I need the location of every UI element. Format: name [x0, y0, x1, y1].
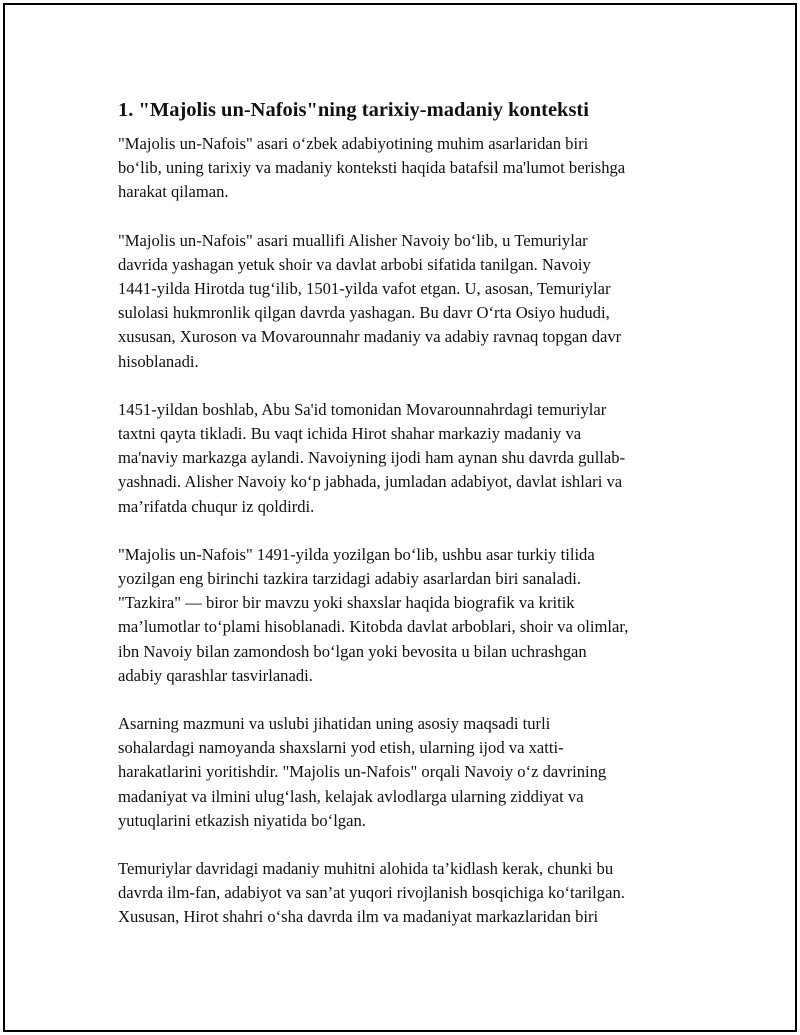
- text-line: ma'naviy markazga aylandi. Navoiyning ijodi ham aynan shu davrda gullab-: [118, 448, 626, 468]
- paragraph-tazkira: [118, 543, 693, 688]
- text-line: bo‘lib, uning tarixiy va madaniy konteksti haqida batafsil ma'lumot berishga: [118, 158, 626, 178]
- text-line: harakat qilaman.: [118, 182, 229, 202]
- text-line: ma’lumotlar to‘plami hisoblanadi. Kitobda davlat arboblari, shoir va olimlar,: [118, 617, 629, 637]
- text-line: Temuriylar davridagi madaniy muhitni alohida ta’kidlash kerak, chunki bu: [118, 859, 614, 879]
- text-line: hisoblanadi.: [118, 351, 199, 371]
- paragraph-history: [118, 398, 693, 519]
- text-line: 1451-yildan boshlab, Abu Sa'id tomonidan Movarounnahrdagi temuriylar: [118, 399, 607, 419]
- text-line: "Majolis un-Nafois" asari muallifi Alisher Navoiy bo‘lib, u Temuriylar: [118, 230, 588, 250]
- text-line: yutuqlarini etkazish niyatida bo‘lgan.: [118, 810, 366, 830]
- document-body: [118, 97, 693, 954]
- text-line: "Majolis un-Nafois" 1491-yilda yozilgan bo‘lib, ushbu asar turkiy tilida: [118, 544, 595, 564]
- document-page: [3, 3, 797, 1032]
- paragraph-intro: [118, 132, 693, 205]
- text-line: davrida yashagan yetuk shoir va davlat arbobi sifatida tanilgan. Navoiy: [118, 254, 591, 274]
- paragraph-timurid-culture: [118, 857, 693, 930]
- text-line: sohalardagi namoyanda shaxslarni yod etish, ularning ijod va xatti-: [118, 738, 564, 758]
- text-line: Asarning mazmuni va uslubi jihatidan uning asosiy maqsadi turli: [118, 714, 551, 734]
- text-line: 1441-yilda Hirotda tug‘ilib, 1501-yilda vafot etgan. U, asosan, Temuriylar: [118, 279, 611, 299]
- text-line: taxtni qayta tikladi. Bu vaqt ichida Hirot shahar markaziy madaniy va: [118, 424, 582, 444]
- section-heading: 1. "Majolis un-Nafois"ning tarixiy-madaniy konteksti: [118, 99, 589, 121]
- text-line: adabiy qarashlar tasvirlanadi.: [118, 665, 313, 685]
- text-line: xususan, Xuroson va Movarounnahr madaniy va adabiy ravnaq topgan davr: [118, 327, 622, 347]
- text-line: harakatlarini yoritishdir. "Majolis un-Nafois" orqali Navoiy o‘z davrining: [118, 762, 607, 782]
- text-line: "Tazkira" — biror bir mavzu yoki shaxslar haqida biografik va kritik: [118, 593, 575, 613]
- paragraph-purpose: [118, 712, 693, 833]
- text-line: yashnadi. Alisher Navoiy ko‘p jabhada, jumladan adabiyot, davlat ishlari va: [118, 472, 623, 492]
- text-line: ibn Navoiy bilan zamondosh bo‘lgan yoki bevosita u bilan uchrashgan: [118, 641, 587, 661]
- text-line: madaniyat va ilmini ulug‘lash, kelajak avlodlarga ularning ziddiyat va: [118, 786, 584, 806]
- paragraph-author: [118, 229, 693, 374]
- text-line: davrda ilm-fan, adabiyot va san’at yuqori rivojlanish bosqichiga ko‘tarilgan.: [118, 883, 625, 903]
- text-line: yozilgan eng birinchi tazkira tarzidagi adabiy asarlardan biri sanaladi.: [118, 569, 582, 589]
- text-line: sulolasi hukmronlik qilgan davrda yashagan. Bu davr O‘rta Osiyo hududi,: [118, 303, 610, 323]
- text-line: "Majolis un-Nafois" asari o‘zbek adabiyotining muhim asarlaridan biri: [118, 134, 589, 153]
- text-line: Xususan, Hirot shahri o‘sha davrda ilm va madaniyat markazlaridan biri: [118, 907, 599, 927]
- text-line: ma’rifatda chuqur iz qoldirdi.: [118, 496, 315, 516]
